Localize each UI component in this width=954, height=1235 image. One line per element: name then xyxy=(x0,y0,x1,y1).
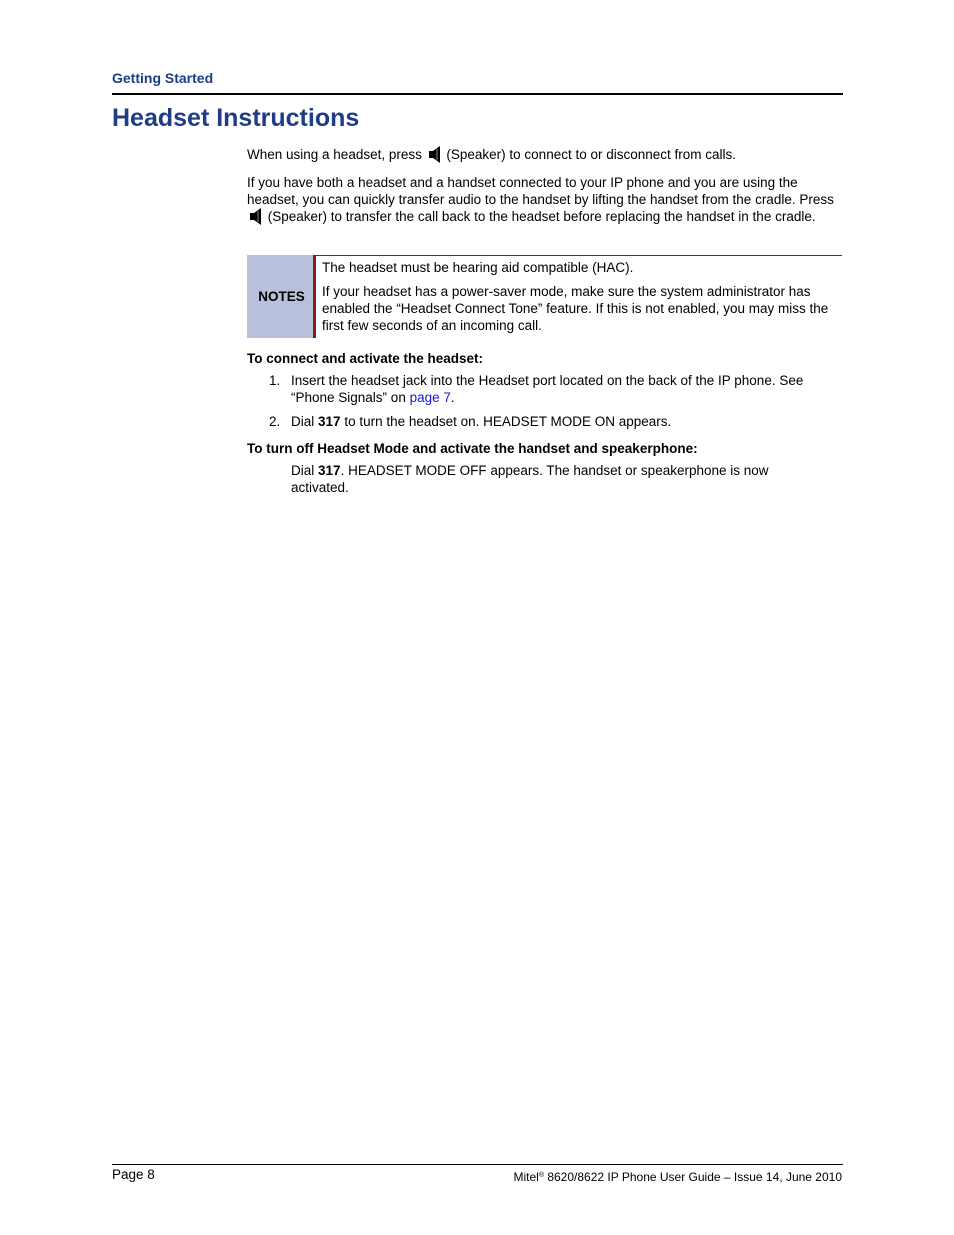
step-2-text-after: to turn the headset on. HEADSET MODE ON appears. xyxy=(344,414,672,429)
procedure-2-title: To turn off Headset Mode and activate the handset and speakerphone: xyxy=(247,441,698,456)
procedure-1-title: To connect and activate the headset: xyxy=(247,351,484,366)
notes-divider xyxy=(313,255,316,338)
notes-box xyxy=(247,255,842,338)
dial-code: 317 xyxy=(318,414,341,429)
notes-label: NOTES xyxy=(258,289,305,304)
procedure-2-dial: Dial xyxy=(291,463,315,478)
intro-p2-text-before: If you have both a headset and a handset connected to your IP phone and you are using the headset, you can quickly transfer audio to the handset by lifting the handset from the cradle. Press xyxy=(247,175,834,207)
step-text xyxy=(291,413,839,430)
step-number: 2. xyxy=(269,414,281,429)
registered-mark: ® xyxy=(538,1172,544,1179)
note-item: If your headset has a power-saver mode, make sure the system administrator has enabled the “Headset Connect Tone” feature. If this is not enabled, you may miss the first few seconds of an incoming call. xyxy=(322,284,829,333)
step-number: 1. xyxy=(269,373,281,388)
step-2-dial: Dial xyxy=(291,414,315,429)
intro-paragraph-1 xyxy=(247,146,839,163)
step-text xyxy=(291,462,801,496)
intro-p2-text-after: (Speaker) to transfer the call back to the headset before replacing the handset in the cradle. xyxy=(267,209,816,224)
note-item: The headset must be hearing aid compatible (HAC). xyxy=(322,260,634,275)
step-text xyxy=(291,372,839,406)
step-1-text-after: . xyxy=(450,390,455,405)
step-1-text-before: Insert the headset jack into the Headset port located on the back of the IP phone. See “Phone Signals” on xyxy=(291,373,804,405)
procedure-2-text-after: . HEADSET MODE OFF appears. The handset or speakerphone is now activated. xyxy=(291,463,769,495)
section-label: Getting Started xyxy=(112,70,214,86)
notes-top-rule xyxy=(316,255,842,256)
page-title: Headset Instructions xyxy=(112,104,360,132)
footer-brand: Mitel xyxy=(513,1170,539,1184)
footer-page-number: Page 8 xyxy=(112,1167,155,1182)
footer-document-title xyxy=(513,1167,842,1186)
footer-guide: 8620/8622 IP Phone User Guide – Issue 14, June 2010 xyxy=(547,1170,842,1184)
intro-p1-text-after: (Speaker) to connect to or disconnect from calls. xyxy=(446,147,737,162)
header-rule xyxy=(112,93,843,95)
speaker-icon xyxy=(249,208,262,225)
footer-rule xyxy=(112,1164,843,1165)
page-7-link[interactable]: page 7 xyxy=(409,390,451,405)
intro-paragraph-2 xyxy=(247,174,839,225)
dial-code: 317 xyxy=(318,463,341,478)
intro-p1-text-before: When using a headset, press xyxy=(247,147,422,162)
speaker-icon xyxy=(428,146,441,163)
